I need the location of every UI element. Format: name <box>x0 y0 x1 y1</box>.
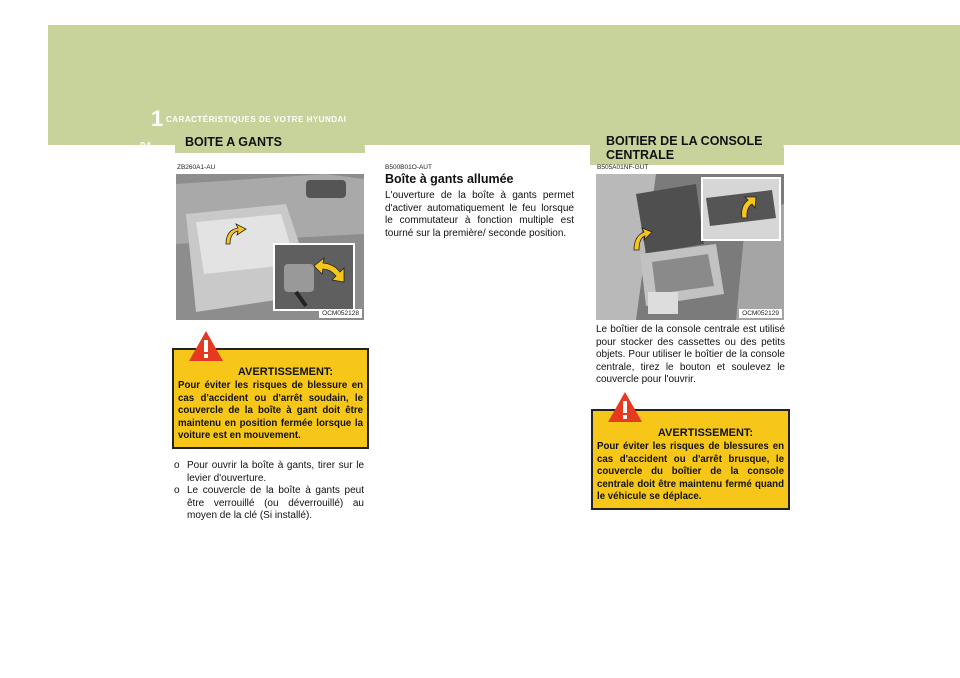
section-code-lighted-glovebox: B500B01O-AUT <box>385 164 432 171</box>
lighted-glovebox-text: L'ouverture de la boîte à gants permet d'activer automatiquement le feu lorsque le commutateur à fonction multiple est tourné sur la première/ seconde position. <box>385 190 574 239</box>
list-item <box>174 485 364 523</box>
page-number: 94 <box>140 141 152 152</box>
glovebox-warning-title: AVERTISSEMENT: <box>237 366 334 378</box>
list-item <box>174 460 364 485</box>
warning-triangle-icon <box>188 330 224 362</box>
section-code-console: B505A01NF-GUT <box>597 164 649 171</box>
console-lift-arrow-icon <box>736 194 762 220</box>
glovebox-photo-caption: OCM052128 <box>319 309 362 318</box>
chapter-number: 1 <box>151 106 164 131</box>
bullet-text: Le couvercle de la boîte à gants peut être verrouillé (ou déverrouillé) au moyen de la clé (Si installé). <box>187 485 364 522</box>
glovebox-warning-text: Pour éviter les risques de blessure en cas d'accident ou d'arrêt soudain, le couvercle de la boîte à gant doit être maintenu en position fermée lorsque la voiture est en mouvement. <box>178 380 363 442</box>
section-title-glovebox: BOITE A GANTS <box>185 135 282 149</box>
glovebox-open-arrow-icon <box>222 222 248 248</box>
glovebox-warning-box <box>172 348 369 449</box>
glovebox-photo <box>176 174 364 320</box>
glovebox-illustration <box>176 174 364 320</box>
header-band <box>48 25 960 145</box>
warning-triangle-icon <box>607 391 643 423</box>
chapter-title: CARACTÉRISTIQUES DE VOTRE HYUNDAI <box>166 115 347 124</box>
console-warning-text: Pour éviter les risques de blessures en cas d'accident ou d'arrêt brusque, le couvercle du boîtier de la console centrale doit être maintenu fermé quand le véhicule se déplace. <box>597 441 784 503</box>
console-warning-title: AVERTISSEMENT: <box>657 427 754 439</box>
console-warning-box <box>591 409 790 510</box>
glovebox-bullet-list <box>174 460 364 523</box>
glovebox-lever-arrow-icon <box>312 256 346 284</box>
section-title-console: BOITIER DE LA CONSOLE CENTRALE <box>606 134 763 162</box>
bullet-mark: o <box>174 485 180 497</box>
section-code-glovebox: ZB260A1-AU <box>177 164 216 171</box>
bullet-text: Pour ouvrir la boîte à gants, tirer sur le levier d'ouverture. <box>187 460 364 484</box>
console-photo <box>596 174 784 320</box>
console-photo-caption: OCM052129 <box>739 309 782 318</box>
console-text: Le boîtier de la console centrale est utilisé pour stocker des cassettes ou des petits objets. Pour utiliser le boîtier de la console centrale, tirez le bouton et soulevez le couvercle pour l'ouvrir. <box>596 324 785 386</box>
section-tab-console <box>590 131 784 165</box>
lighted-glovebox-heading: Boîte à gants allumée <box>385 172 514 186</box>
console-open-arrow-icon <box>630 226 656 252</box>
section-tab-glovebox <box>175 131 365 153</box>
bullet-mark: o <box>174 460 180 471</box>
